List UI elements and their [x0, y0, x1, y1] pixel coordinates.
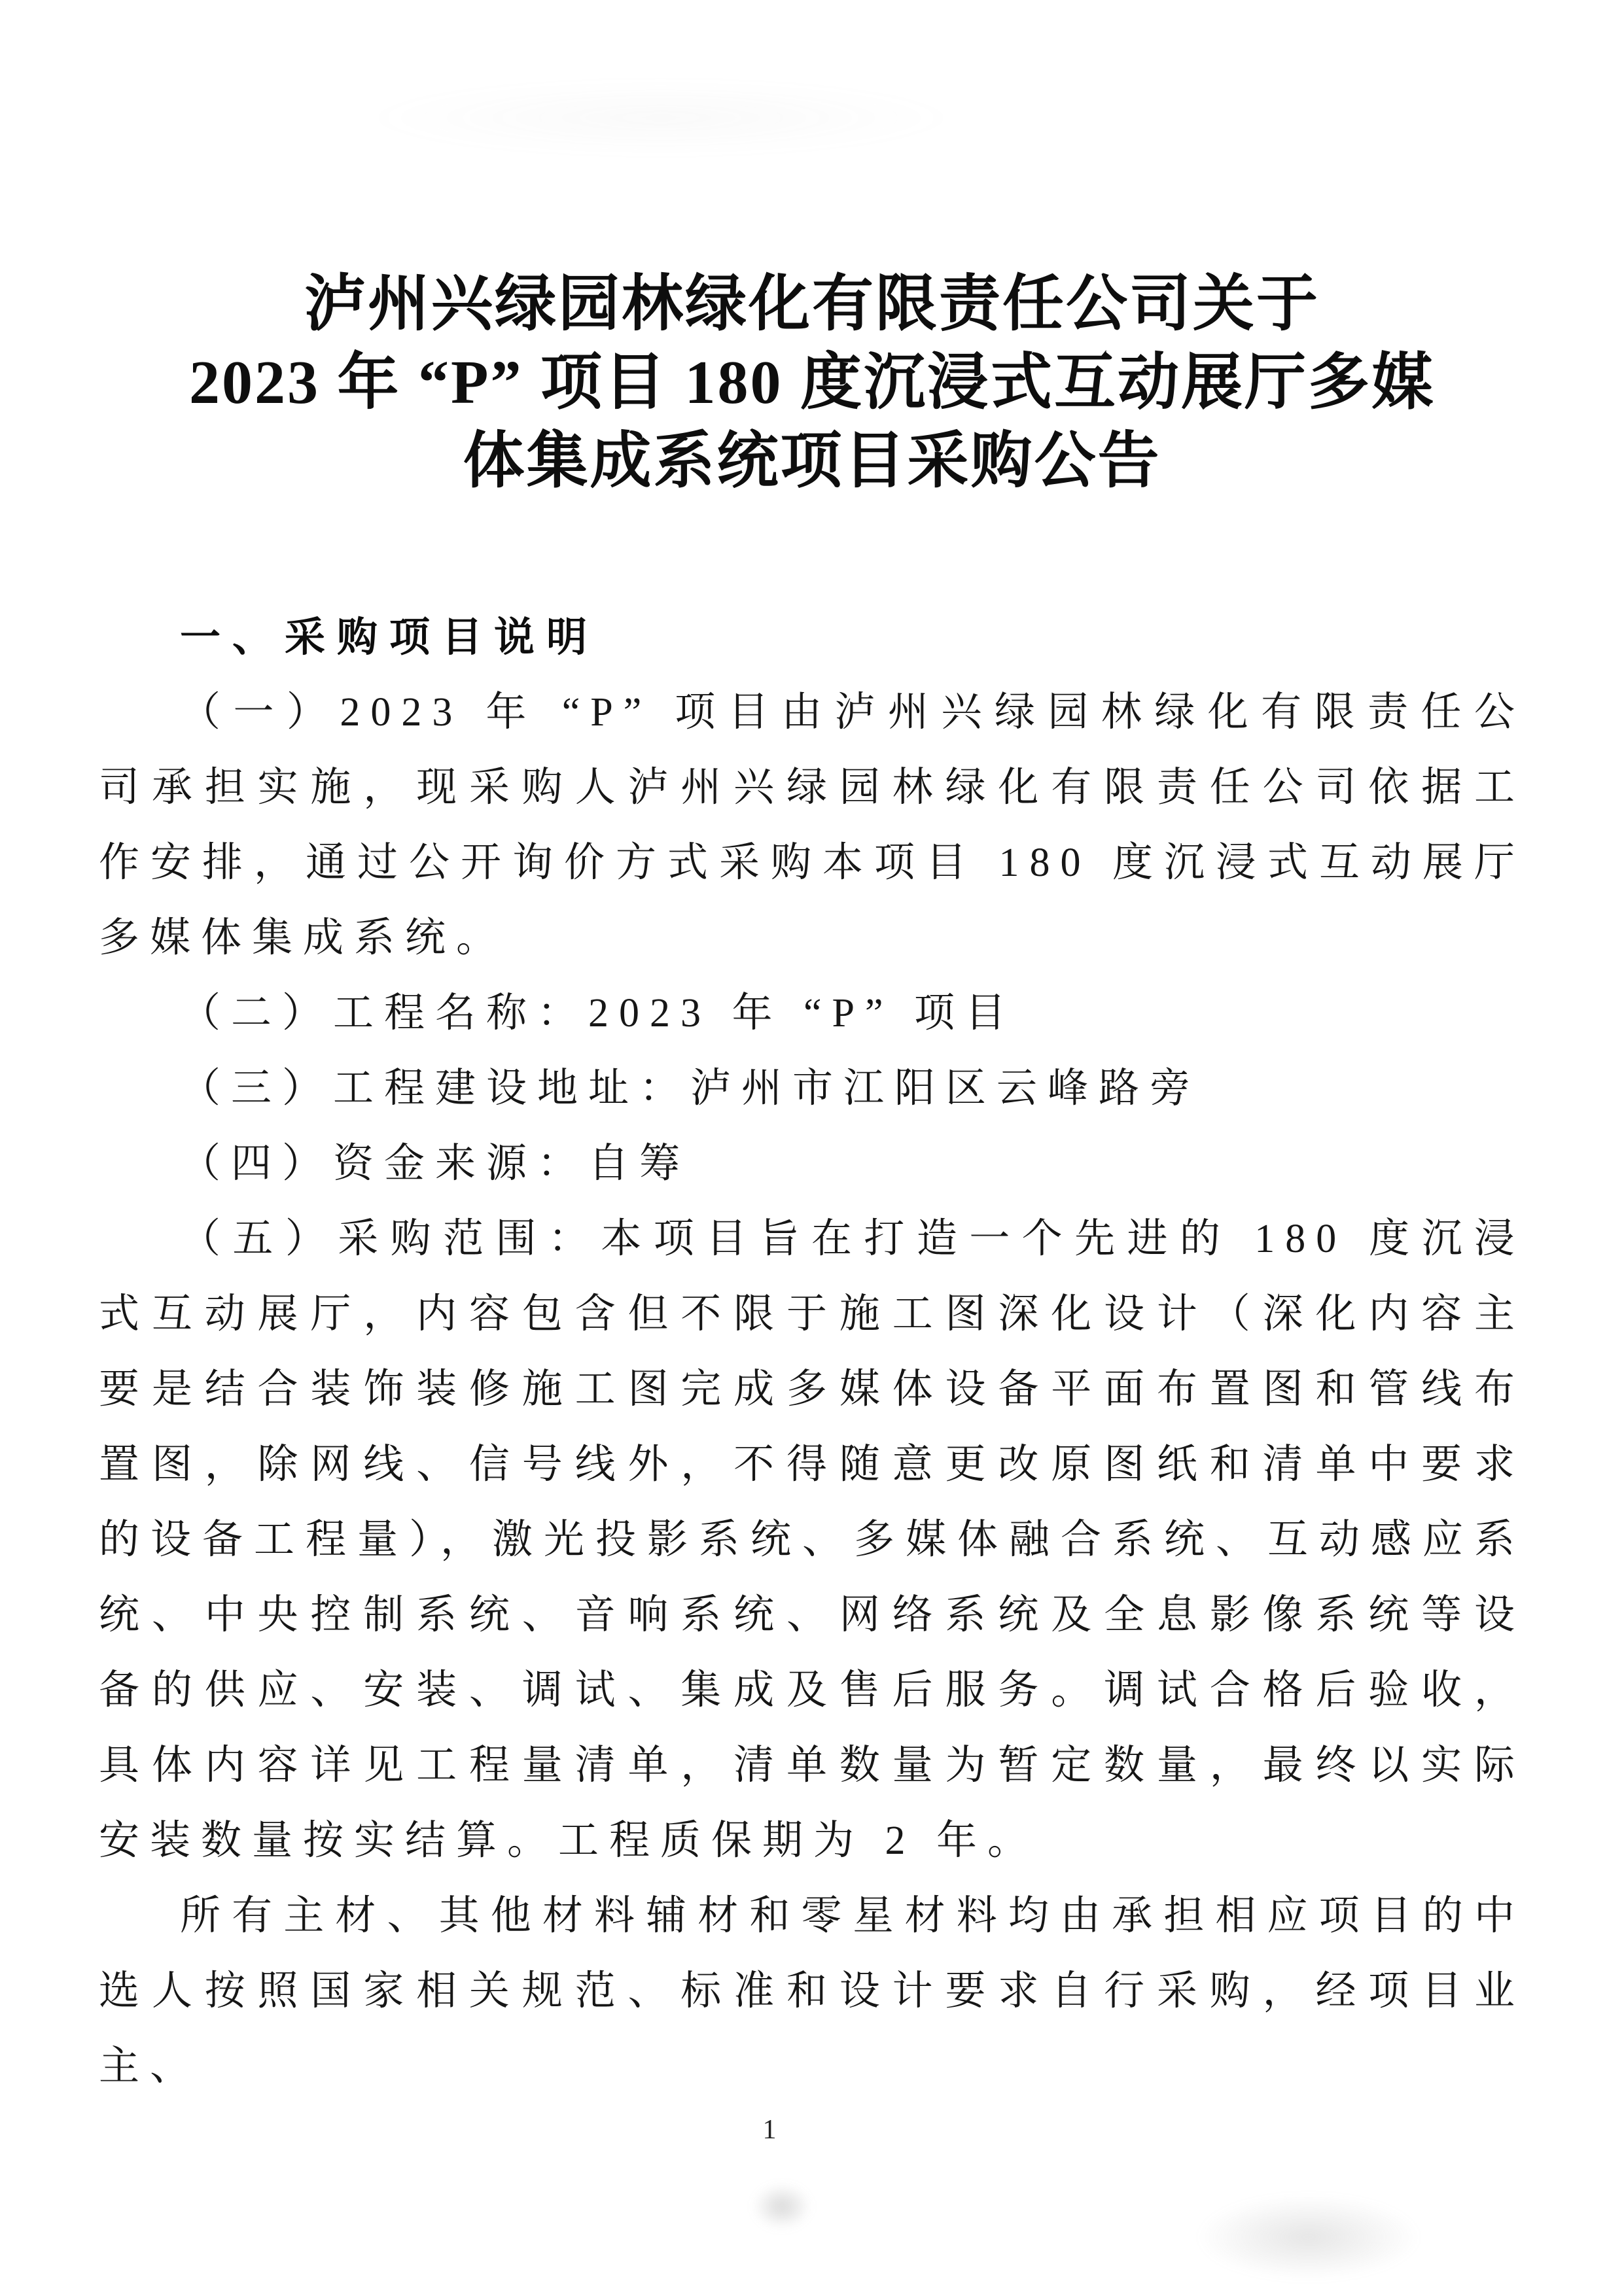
document-body	[99, 600, 1525, 2104]
paragraph-4: （四）资金来源：自筹	[180, 1141, 691, 1186]
paragraph-1: （一）2023 年 “P” 项目由泸州兴绿园林绿化有限责任公司承担实施，现采购人泸州兴绿园林绿化有限责任公司依据工作安排，通过公开询价方式采购本项目 180 度沉浸式互动展厅多媒体集成系统。	[99, 690, 1525, 960]
paragraph-6: 所有主材、其他材料辅材和零星材料均由承担相应项目的中选人按照国家相关规范、标准和设计要求自行采购，经项目业主、	[99, 1894, 1525, 2089]
title-line-3: 体集成系统项目采购公告	[463, 427, 1161, 495]
section-heading: 一、采购项目说明	[180, 615, 599, 660]
paragraph-3: （三）工程建设地址：泸州市江阳区云峰路旁	[180, 1066, 1201, 1111]
paragraph-2: （二）工程名称：2023 年 “P” 项目	[180, 991, 1017, 1035]
title-line-2: 2023 年 “P” 项目 180 度沉浸式互动展厅多媒	[189, 349, 1435, 417]
page-number: 1	[762, 2115, 777, 2145]
scan-artifact	[752, 2183, 811, 2229]
title-line-1: 泸州兴绿园林绿化有限责任公司关于	[304, 270, 1320, 338]
document-title	[0, 0, 1624, 500]
scan-artifact	[1197, 2195, 1420, 2280]
paragraph-5: （五）采购范围：本项目旨在打造一个先进的 180 度沉浸式互动展厅，内容包含但不限于施工图深化设计（深化内容主要是结合装饰装修施工图完成多媒体设备平面布置图和管线布置图，除网线、信号线外，不得随意更改原图纸和清单中要求的设备工程量），激光投影系统、多媒体融合系统、互动感应系统、中央控制系统、音响系统、网络系统及全息影像系统等设备的供应、安装、调试、集成及售后服务。调试合格后验收，具体内容详见工程量清单，清单数量为暂定数量，最终以实际安装数量按实结算。工程质保期为 2 年。	[99, 1217, 1525, 1863]
